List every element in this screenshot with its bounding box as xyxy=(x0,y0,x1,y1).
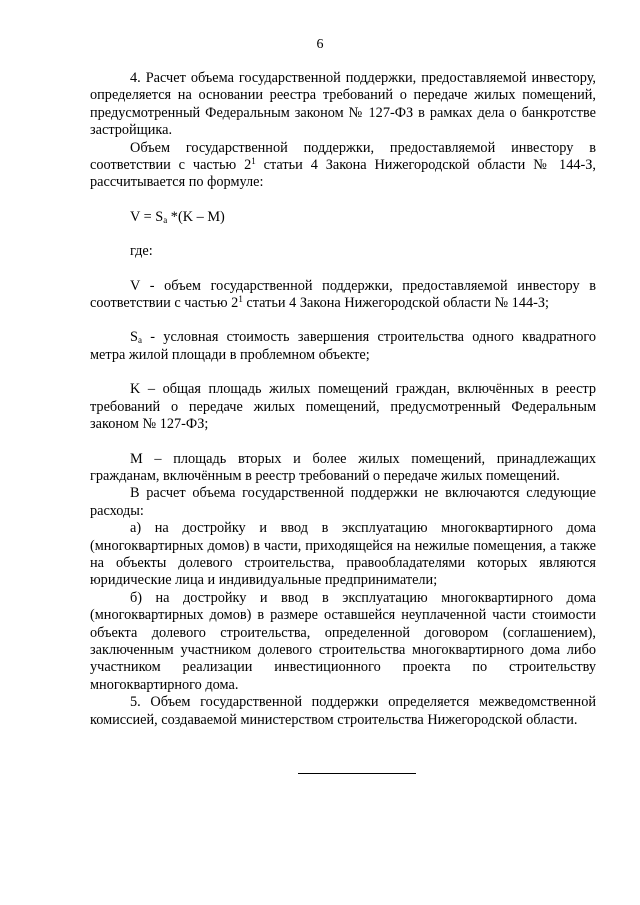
definition-k: K – общая площадь жилых помещений граждан, включённых в реестр требований о передаче жилых помещений, предусмотренный Федеральным законом № 127-ФЗ; xyxy=(90,381,596,433)
document-body xyxy=(90,70,596,729)
definition-m: M – площадь вторых и более жилых помещений, принадлежащих гражданам, включённым в реестр требований о передаче жилых помещений. xyxy=(90,450,596,484)
definition-s-text: - условная стоимость завершения строительства одного квадратного метра жилой площади в проблемном объекте; xyxy=(90,329,596,363)
excluded-expenses-intro: В расчет объема государственной поддержки не включаются следующие расходы: xyxy=(90,485,596,519)
definition-s-subscript: a xyxy=(137,335,142,346)
page-number: 6 xyxy=(316,37,324,52)
formula-subscript: a xyxy=(163,214,168,225)
excluded-item-b: б) на достройку и ввод в эксплуатацию многоквартирного дома (многоквартирных домов) в размере оставшейся неуплаченной части стоимости объекта долевого строительства, определенной договором (соглашением), заключенным участником долевого строительства многоквартирного дома либо участником реализации инвестиционного проекта по строительству многоквартирного дома. xyxy=(90,589,596,693)
definition-v-start: V - объем государственной поддержки, предоставляемой инвестору в соответствии с частью 2 xyxy=(90,277,596,312)
volume-paragraph xyxy=(90,140,596,192)
section-4-intro: 4. Расчет объема государственной поддержки, предоставляемой инвестору, определяется на основании реестра требований о передаче жилых помещений, предусмотренный Федеральным законом № 127-ФЗ в рамках дела о банкротстве застройщика. xyxy=(90,70,596,139)
definition-v-end: статьи 4 Закона Нижегородской области № 144-З; xyxy=(242,295,550,312)
where-label: где: xyxy=(130,243,153,260)
end-divider xyxy=(298,773,416,774)
definition-s xyxy=(90,329,596,364)
section-5: 5. Объем государственной поддержки определяется межведомственной комиссией, создаваемой министерством строительства Нижегородской области. xyxy=(90,694,596,728)
definition-v-superscript: 1 xyxy=(238,294,243,305)
formula-end: *(K – M) xyxy=(167,208,225,225)
volume-superscript: 1 xyxy=(251,156,256,167)
volume-text-end: статьи 4 Закона Нижегородской области № 144-З, рассчитывается по формуле: xyxy=(90,157,596,191)
formula xyxy=(90,209,596,226)
definition-s-symbol: S xyxy=(130,329,138,346)
formula-start: V = S xyxy=(130,208,164,225)
definition-v xyxy=(90,278,596,313)
excluded-item-a: а) на достройку и ввод в эксплуатацию многоквартирного дома (многоквартирных домов) в части, приходящейся на нежилые помещения, а также на объекты долевого строительства, правообладателями которых являются юридические лица и индивидуальные предприниматели; xyxy=(90,520,596,589)
volume-text-start: Объем государственной поддержки, предоставляемой инвестору в соответствии с частью 2 xyxy=(90,139,596,174)
